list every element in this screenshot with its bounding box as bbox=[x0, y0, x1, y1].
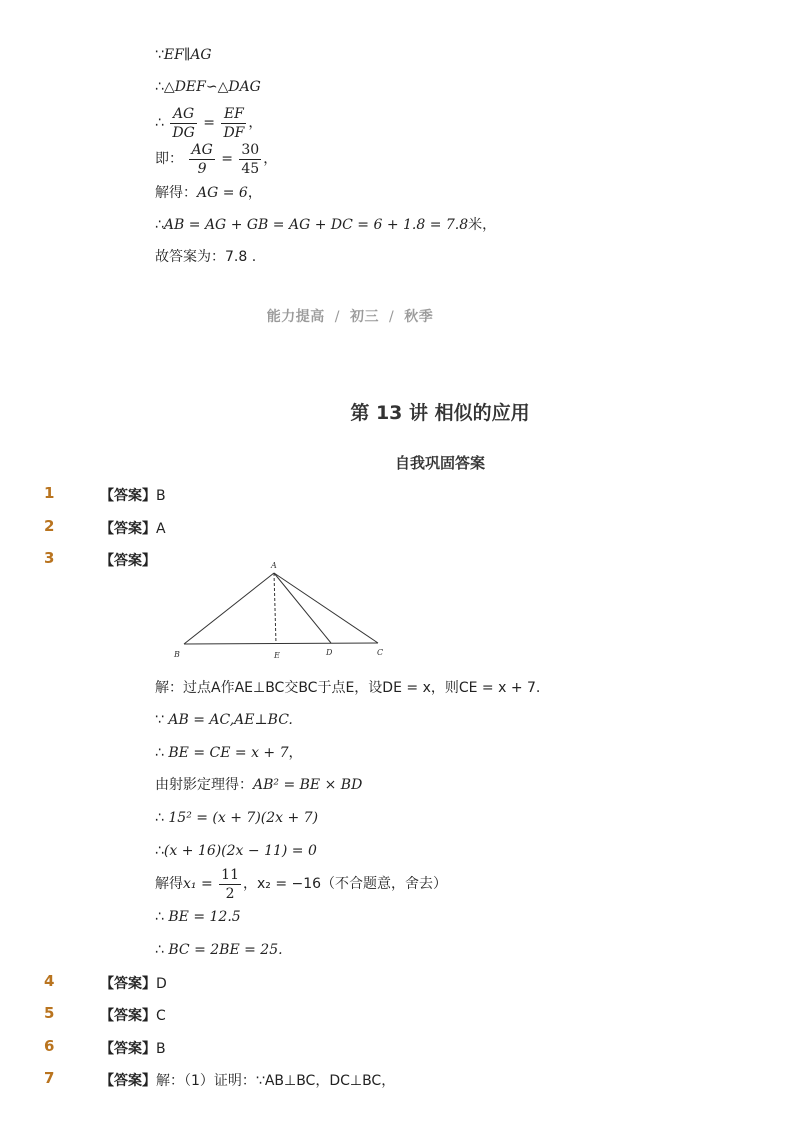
therefore-symbol: ∴ bbox=[155, 942, 164, 958]
answer-5 bbox=[100, 1005, 166, 1025]
footer-separator: / bbox=[334, 309, 340, 325]
question-number-5: 5 bbox=[44, 1004, 55, 1022]
triangle-figure bbox=[170, 560, 390, 665]
math-expression: x₁ = bbox=[183, 876, 213, 892]
fraction-30-45 bbox=[239, 141, 261, 178]
footer-season: 秋季 bbox=[404, 309, 434, 325]
punctuation: ， bbox=[248, 115, 263, 131]
math-expression: AB = AC,AE⊥BC. bbox=[168, 712, 293, 728]
answer-tag: 【答案】 bbox=[100, 488, 156, 504]
footer-grade: 初三 bbox=[350, 309, 379, 325]
therefore-symbol: ∴ bbox=[155, 843, 164, 859]
question-number-2: 2 bbox=[44, 517, 55, 535]
answer-value: A bbox=[156, 521, 166, 537]
punctuation: ， bbox=[482, 217, 497, 233]
answer-3 bbox=[100, 550, 156, 570]
denominator: 45 bbox=[241, 160, 260, 177]
answer-2 bbox=[100, 518, 166, 538]
numerator: AG bbox=[191, 141, 213, 158]
label-a: A bbox=[271, 561, 277, 570]
punctuation: ， bbox=[288, 745, 303, 761]
answer-value: D bbox=[156, 976, 167, 992]
fraction-ag-9 bbox=[189, 141, 214, 178]
because-symbol: ∵ bbox=[155, 47, 164, 63]
question-number-6: 6 bbox=[44, 1037, 55, 1055]
question-number-7: 7 bbox=[44, 1069, 55, 1087]
label-b: B bbox=[174, 650, 180, 659]
math-expression: ，x₂ = −16（不合题意，舍去） bbox=[242, 876, 448, 892]
math-expression: AB = AG + GB = AG + DC = 6 + 1.8 = 7.8 bbox=[163, 217, 469, 233]
fraction-ag-dg bbox=[170, 105, 196, 142]
q3-step-3 bbox=[155, 743, 303, 763]
answer-value: C bbox=[156, 1008, 166, 1024]
line-prefix: 解得 bbox=[155, 876, 183, 892]
denominator: 9 bbox=[197, 160, 207, 177]
line-prefix: 即： bbox=[155, 151, 183, 167]
footer-separator: / bbox=[389, 309, 395, 325]
line-prefix: 由射影定理得： bbox=[155, 777, 253, 793]
solution-line-7 bbox=[155, 247, 256, 267]
solution-line-2 bbox=[155, 77, 261, 97]
answer-tag: 【答案】 bbox=[100, 1041, 156, 1057]
math-expression: (x + 16)(2x − 11) = 0 bbox=[163, 843, 317, 859]
segment-bc bbox=[184, 643, 378, 644]
therefore-symbol: ∴ bbox=[155, 217, 164, 233]
solution-line-5 bbox=[155, 183, 262, 203]
label-d: D bbox=[326, 648, 333, 657]
denominator: DF bbox=[223, 124, 245, 141]
answer-value: B bbox=[156, 1041, 166, 1057]
math-expression: AB² = BE × BD bbox=[253, 777, 363, 793]
therefore-symbol: ∴ bbox=[155, 909, 164, 925]
section-title: 自我巩固答案 bbox=[394, 454, 485, 472]
math-expression: BC = 2BE = 25. bbox=[168, 942, 283, 958]
because-symbol: ∵ bbox=[155, 712, 164, 728]
q3-step-8 bbox=[155, 907, 241, 927]
numerator: 11 bbox=[221, 866, 239, 883]
q3-step-5 bbox=[155, 808, 318, 828]
segment-ae-dashed bbox=[274, 573, 276, 644]
question-number-3: 3 bbox=[44, 549, 55, 567]
answer-tag: 【答案】 bbox=[100, 521, 156, 537]
label-c: C bbox=[377, 648, 384, 657]
solution-line-4 bbox=[155, 140, 277, 178]
solution-line-3 bbox=[155, 104, 262, 142]
answer-6 bbox=[100, 1038, 166, 1058]
answer-tag: 【答案】 bbox=[100, 1073, 156, 1089]
final-answer-text: 故答案为：7.8 . bbox=[155, 249, 257, 265]
punctuation: ， bbox=[247, 185, 262, 201]
answer-1 bbox=[100, 485, 166, 505]
segment-ad bbox=[274, 573, 331, 643]
punctuation: ， bbox=[263, 151, 278, 167]
answer-value: 解：（1）证明：∵AB⊥BC，DC⊥BC， bbox=[156, 1073, 396, 1089]
numerator: AG bbox=[170, 105, 196, 124]
segment-ab bbox=[184, 573, 274, 644]
denominator: 2 bbox=[225, 885, 235, 902]
math-expression: AG = 6 bbox=[197, 185, 248, 201]
solution-line-1 bbox=[155, 45, 212, 65]
q3-step-6 bbox=[155, 841, 317, 861]
lesson-title: 第 13 讲 相似的应用 bbox=[350, 402, 530, 424]
solution-line-6 bbox=[155, 215, 496, 235]
math-expression: BE = CE = x + 7 bbox=[168, 745, 289, 761]
segment-ac bbox=[274, 573, 378, 643]
equals-sign: = bbox=[203, 115, 215, 131]
answer-tag: 【答案】 bbox=[100, 1008, 156, 1024]
answer-4 bbox=[100, 973, 167, 993]
denominator: DG bbox=[172, 124, 195, 141]
line-prefix: 解得： bbox=[155, 185, 197, 201]
numerator: 30 bbox=[241, 141, 260, 158]
question-number-4: 4 bbox=[44, 972, 55, 990]
therefore-symbol: ∴ bbox=[155, 79, 164, 95]
fraction-11-2 bbox=[219, 866, 241, 903]
fraction-ef-df bbox=[221, 105, 246, 142]
math-expression: △DEF∽△DAG bbox=[163, 79, 261, 95]
math-expression: EF∥AG bbox=[163, 47, 212, 63]
math-expression: BE = 12.5 bbox=[168, 909, 241, 925]
answer-7 bbox=[100, 1070, 395, 1090]
q3-step-1: 解：过点A作AE⊥BC交BC于点E，设DE = x，则CE = x + 7. bbox=[155, 680, 541, 696]
therefore-symbol: ∴ bbox=[155, 115, 164, 131]
q3-step-7 bbox=[155, 865, 447, 903]
question-number-1: 1 bbox=[44, 484, 55, 502]
q3-step-9 bbox=[155, 940, 283, 960]
q3-step-2 bbox=[155, 710, 293, 730]
answer-tag: 【答案】 bbox=[100, 976, 156, 992]
equals-sign: = bbox=[221, 151, 233, 167]
unit-label: 米 bbox=[468, 217, 483, 233]
footer-course: 能力提高 bbox=[266, 309, 325, 325]
numerator: EF bbox=[221, 105, 246, 124]
math-expression: 15² = (x + 7)(2x + 7) bbox=[168, 810, 319, 826]
q3-step-4 bbox=[155, 775, 362, 795]
therefore-symbol: ∴ bbox=[155, 745, 164, 761]
therefore-symbol: ∴ bbox=[155, 810, 164, 826]
label-e: E bbox=[274, 651, 280, 660]
answer-value: B bbox=[156, 488, 166, 504]
page-footer bbox=[0, 306, 700, 326]
answer-tag: 【答案】 bbox=[100, 553, 156, 569]
